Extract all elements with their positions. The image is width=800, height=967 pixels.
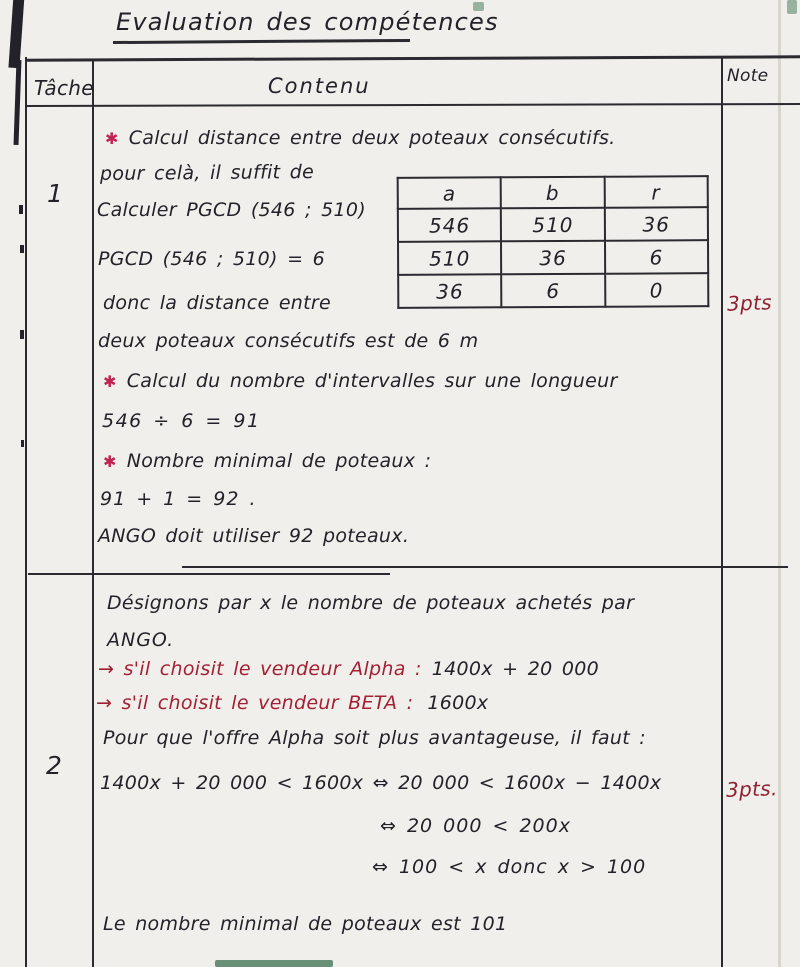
task1-line: pour celà, il suffit de — [99, 161, 315, 185]
scan-edge-artifact — [8, 0, 24, 68]
task2-note-badge: 3pts. — [725, 776, 778, 802]
euclid-cell: 36 — [501, 241, 604, 275]
column-header-contenu: Contenu — [268, 74, 371, 98]
scan-smudge — [787, 0, 797, 14]
euclid-cell: 6 — [605, 240, 709, 274]
task2-line — [96, 692, 488, 714]
euclid-header-r: r — [604, 176, 708, 208]
euclid-cell: 6 — [501, 274, 604, 308]
euclid-algorithm-table — [397, 175, 710, 309]
euclid-row — [398, 240, 708, 275]
task1-line: deux poteaux consécutifs est de 6 m — [98, 330, 479, 352]
euclid-cell: 0 — [605, 273, 709, 307]
task1-line: ANGO doit utiliser 92 poteaux. — [98, 525, 410, 547]
task1-line — [105, 127, 616, 149]
tache-column-border — [92, 60, 94, 967]
task1-line: 546 ÷ 6 = 91 — [102, 410, 261, 432]
task2-line: Désignons par x le nombre de poteaux achetés par — [107, 592, 635, 614]
euclid-cell: 546 — [398, 208, 501, 242]
scan-edge-artifact — [21, 440, 24, 447]
scan-edge-artifact — [20, 245, 24, 253]
task1-note-badge: 3pts — [726, 290, 773, 316]
task1-line-text: Calcul du nombre d'intervalles sur une longueur — [126, 370, 618, 392]
task-divider-line — [182, 566, 788, 568]
euclid-header-row — [398, 176, 708, 209]
euclid-header-a: a — [398, 177, 501, 209]
euclid-cell: 36 — [604, 207, 708, 241]
task1-line — [103, 450, 431, 472]
task2-line: ⇔ 100 < x donc x > 100 — [372, 856, 647, 878]
task2-red-arrow-text: → s'il choisit le vendeur Alpha : — [98, 658, 422, 680]
task2-line: ANGO. — [107, 629, 175, 651]
paper-edge — [778, 0, 781, 967]
task2-red-arrow-text: → s'il choisit le vendeur BETA : — [96, 692, 414, 714]
euclid-cell: 510 — [501, 208, 604, 242]
scan-edge-artifact — [19, 205, 23, 214]
column-header-note: Note — [727, 66, 769, 86]
column-header-tache: Tâche — [34, 76, 94, 100]
task-divider-line — [28, 573, 390, 575]
task1-line: 91 + 1 = 92 . — [100, 488, 257, 510]
euclid-cell: 510 — [398, 241, 501, 275]
table-header-bottom-border — [25, 103, 800, 107]
task2-line: Pour que l'offre Alpha soit plus avantageuse, il faut : — [103, 727, 647, 749]
scan-smudge — [215, 960, 333, 967]
red-asterisk-icon: ✱ — [103, 452, 117, 471]
task2-line: ⇔ 20 000 < 200x — [380, 815, 571, 837]
red-asterisk-icon: ✱ — [103, 372, 117, 391]
task2-number: 2 — [46, 751, 63, 780]
scan-edge-artifact — [14, 60, 22, 145]
note-column-border — [721, 58, 723, 967]
euclid-row — [398, 273, 708, 308]
euclid-row — [398, 207, 708, 242]
table-top-border — [25, 55, 800, 61]
task2-line-math: 1600x — [427, 692, 489, 714]
task1-line — [103, 370, 618, 392]
scan-edge-artifact — [20, 330, 24, 339]
euclid-header-b: b — [501, 177, 604, 209]
task1-line: Calculer PGCD (546 ; 510) — [97, 199, 366, 221]
task1-line-text: Nombre minimal de poteaux : — [126, 450, 432, 472]
table-left-border — [25, 57, 27, 967]
task2-line: 1400x + 20 000 < 1600x ⇔ 20 000 < 1600x − 1400x — [100, 772, 662, 794]
task2-line — [98, 658, 599, 680]
red-asterisk-icon: ✱ — [105, 129, 119, 148]
task1-number: 1 — [47, 179, 64, 208]
task2-line: Le nombre minimal de poteaux est 101 — [103, 913, 508, 935]
title-underline — [113, 39, 410, 44]
page-title: Evaluation des compétences — [116, 8, 499, 36]
task2-line-math: 1400x + 20 000 — [431, 658, 600, 680]
task1-line: PGCD (546 ; 510) = 6 — [98, 248, 326, 270]
task1-line: donc la distance entre — [103, 292, 332, 314]
task1-line-text: Calcul distance entre deux poteaux consécutifs. — [128, 127, 616, 149]
euclid-cell: 36 — [398, 274, 501, 308]
